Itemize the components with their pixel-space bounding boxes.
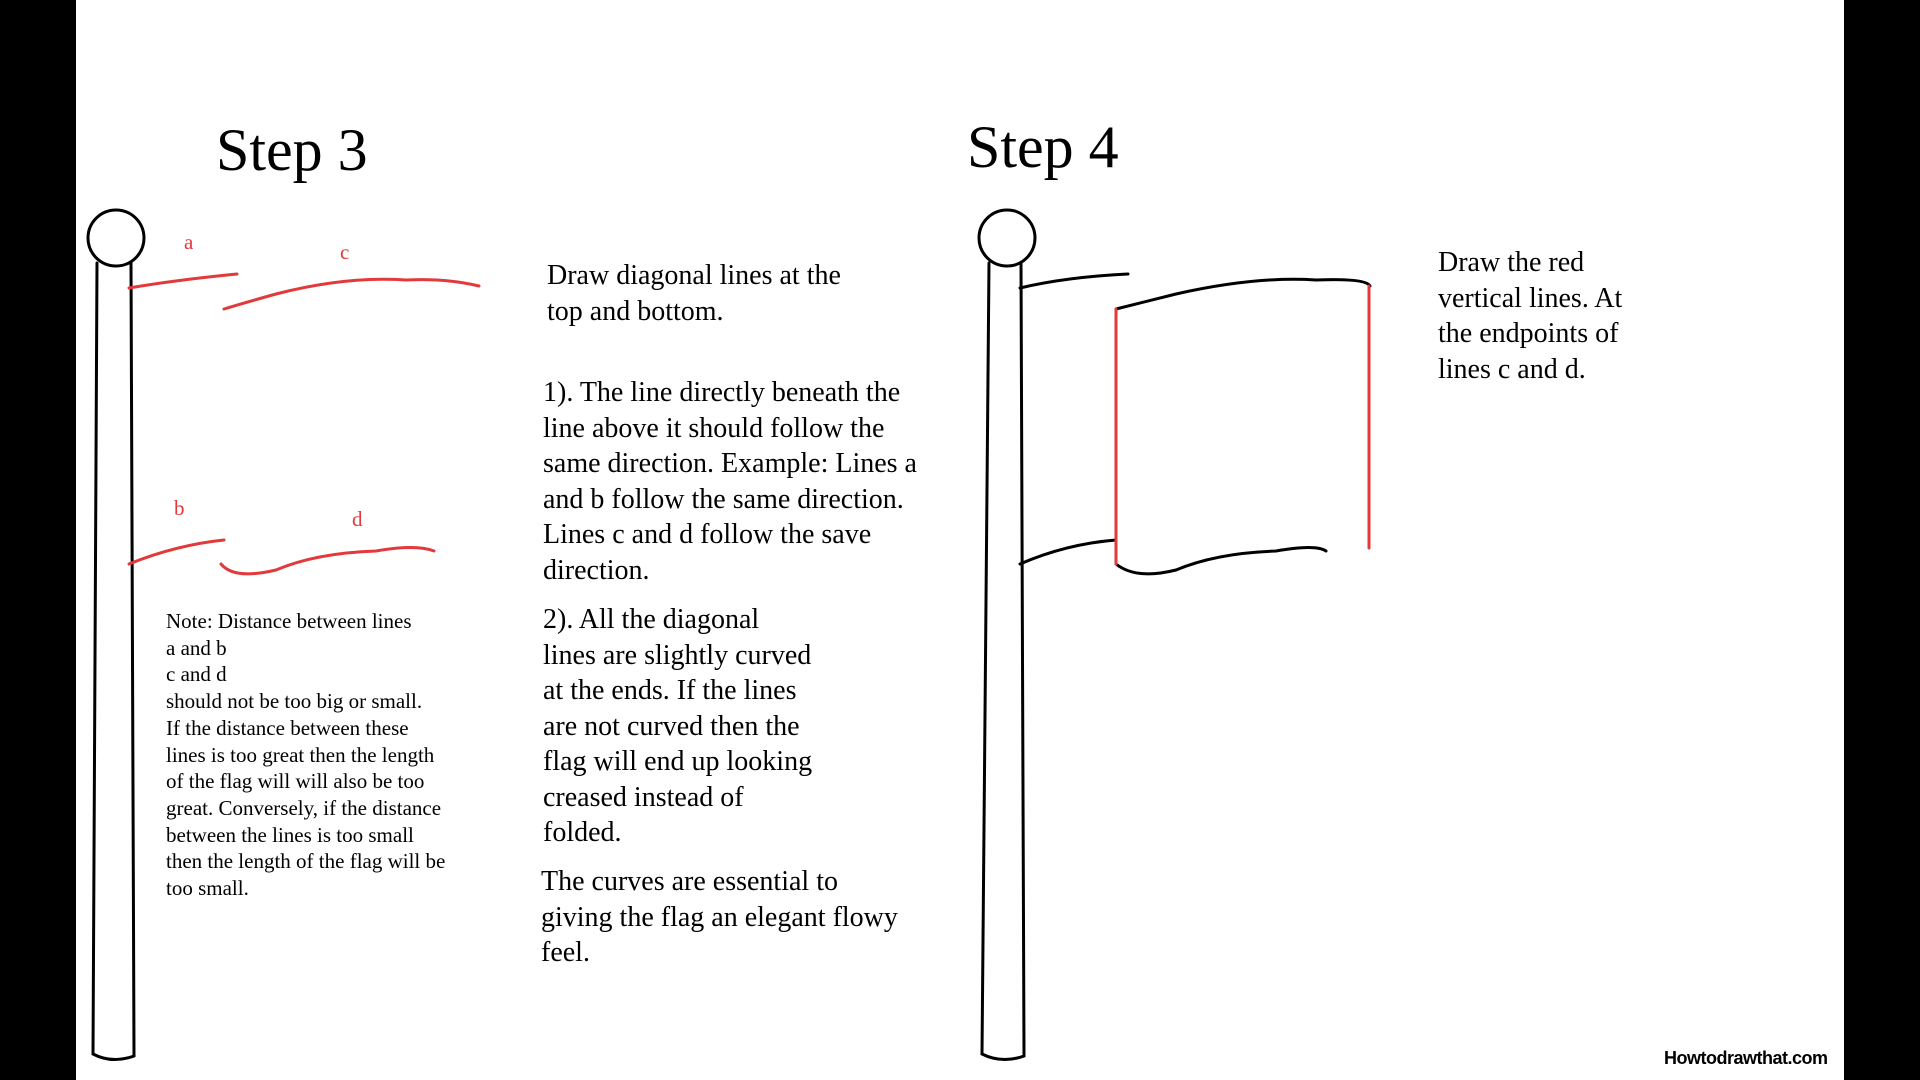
step3-instruction: Draw diagonal lines at the top and bottom.: [547, 260, 841, 327]
label-d: d: [352, 507, 363, 531]
line-b: [129, 540, 224, 564]
step4-line-b: [1020, 540, 1116, 564]
step4-pole-shaft: [982, 263, 1024, 1060]
label-c: c: [340, 240, 350, 264]
step4-pole-finial: [979, 210, 1035, 266]
step4-vertical-lines: [1116, 286, 1369, 564]
step3-point-1: 1). The line directly beneath the line above it should follow the same direction. Example: Lines a and b follow the same direction. Lines c and d follow the save direction.: [543, 377, 917, 586]
step3-title: Step 3: [216, 117, 368, 183]
step3-point-2: 2). All the diagonal lines are slightly curved at the ends. If the lines are not curved then the flag will end up looking creased instead of folded.: [543, 604, 813, 848]
line-a: [129, 274, 237, 288]
step4-line-a: [1020, 274, 1128, 288]
step4-guide-lines: [1020, 274, 1370, 574]
tutorial-page: [76, 0, 1844, 1080]
label-a: a: [184, 230, 194, 254]
step3-pole-shaft: [93, 263, 134, 1060]
step4-flagpole: [979, 210, 1035, 1060]
step3-pole-finial: [88, 210, 144, 266]
line-c: [224, 279, 479, 309]
step4-line-d: [1116, 548, 1326, 574]
step4-line-c: [1116, 279, 1370, 309]
step4-title: Step 4: [967, 114, 1119, 180]
line-d: [221, 548, 434, 574]
site-watermark: Howtodrawthat.com: [1664, 1048, 1828, 1068]
step3-flagpole: [88, 210, 144, 1060]
step3-curves-note: The curves are essential to giving the flag an elegant flowy feel.: [541, 866, 898, 968]
step4-instruction: Draw the red vertical lines. At the endpoints of lines c and d.: [1438, 247, 1623, 385]
step3-note: Note: Distance between lines a and b c and d should not be too big or small. If the distance between these lines is too great then the length of the flag will will also be too great. Conversely, if the distance between the lines is too small then the length of the flag will be too small.: [166, 609, 446, 901]
step3-guide-lines: [129, 274, 479, 574]
label-b: b: [174, 496, 185, 520]
